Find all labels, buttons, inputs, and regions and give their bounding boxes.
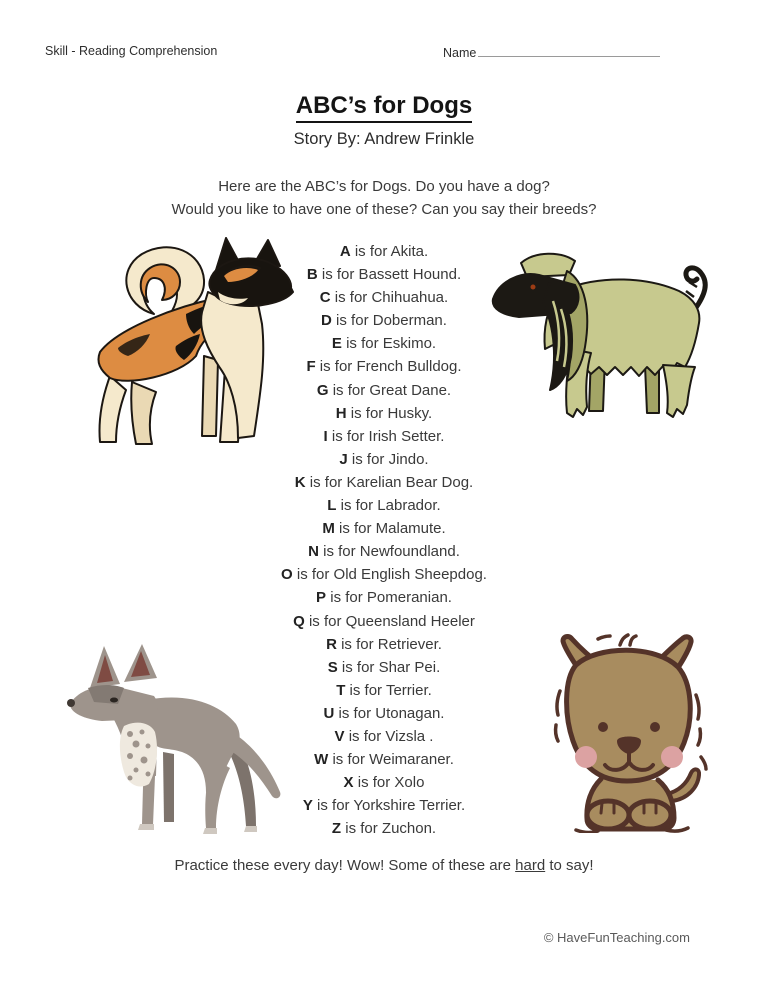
abc-text: is for Great Dane. <box>328 381 452 399</box>
abc-line <box>0 425 768 448</box>
abc-line <box>0 286 768 309</box>
abc-text: is for Eskimo. <box>341 335 437 353</box>
abc-letter: Z <box>331 820 342 838</box>
abc-line <box>0 540 768 563</box>
abc-letter: A <box>339 243 351 260</box>
footer-credit: © HaveFunTeaching.com <box>543 930 690 945</box>
abc-text: is for Old English Sheepdog. <box>292 566 487 584</box>
intro-line-1: Here are the ABC’s for Dogs. Do you have a dog? <box>218 178 550 195</box>
abc-text: is for Malamute. <box>334 520 446 538</box>
intro-line-2: Would you like to have one of these? Can you say their breeds? <box>171 201 597 218</box>
abc-letter: P <box>316 589 327 607</box>
abc-line <box>0 563 768 586</box>
abc-text: is for Queensland Heeler <box>304 612 475 630</box>
abc-letter: Q <box>293 612 305 630</box>
abc-text: is for Xolo <box>353 774 425 792</box>
abc-letter: S <box>327 658 338 676</box>
practice-sentence <box>0 857 768 874</box>
abc-line <box>0 309 768 332</box>
abc-text: is for Doberman. <box>331 312 447 330</box>
abc-line <box>0 586 768 609</box>
abc-letter: B <box>306 266 318 284</box>
abc-line <box>0 379 768 402</box>
abc-letter: Y <box>302 797 313 815</box>
abc-text: is for Zuchon. <box>341 820 437 838</box>
abc-letter: E <box>331 335 342 353</box>
abc-line <box>0 517 768 540</box>
abc-letter: C <box>319 289 331 307</box>
abc-text: is for Karelian Bear Dog. <box>305 473 474 491</box>
abc-letter: U <box>323 704 335 722</box>
abc-letter: N <box>308 543 319 561</box>
abc-line <box>0 494 768 517</box>
abc-line <box>0 240 768 263</box>
abc-text: is for Utonagan. <box>334 704 445 722</box>
abc-text: is for French Bulldog. <box>315 358 462 376</box>
name-blank-line <box>478 44 660 57</box>
abc-letter: K <box>294 473 306 491</box>
abc-text: is for Irish Setter. <box>327 427 445 445</box>
abc-text: is for Vizsla . <box>344 727 434 745</box>
abc-text: is for Retriever. <box>336 635 442 653</box>
abc-text: is for Bassett Hound. <box>317 266 462 284</box>
abc-letter: I <box>323 427 328 445</box>
abc-letter: T <box>336 681 346 699</box>
abc-letter: H <box>335 404 347 422</box>
abc-line <box>0 355 768 378</box>
abc-letter: W <box>314 751 329 769</box>
name-label: Name <box>443 46 477 60</box>
abc-text: is for Husky. <box>346 404 433 422</box>
abc-text: is for Jindo. <box>347 450 429 468</box>
abc-letter: R <box>326 635 337 653</box>
abc-text: is for Yorkshire Terrier. <box>312 797 466 815</box>
abc-text: is for Chihuahua. <box>330 289 449 307</box>
cartoon-puppy-illustration <box>546 633 711 833</box>
practice-after: to say! <box>545 857 594 874</box>
abc-text: is for Shar Pei. <box>337 658 441 676</box>
abc-line <box>0 402 768 425</box>
abc-text: is for Weimaraner. <box>328 751 454 769</box>
abc-line <box>0 448 768 471</box>
abc-letter: J <box>339 450 348 468</box>
byline: Story By: Andrew Frinkle <box>293 130 475 148</box>
abc-text: is for Newfoundland. <box>318 543 460 561</box>
skill-label: Skill - Reading Comprehension <box>45 44 218 58</box>
practice-before: Practice these every day! Wow! Some of these are <box>174 857 516 874</box>
page-title <box>0 92 768 123</box>
abc-letter: V <box>334 727 345 745</box>
abc-text: is for Terrier. <box>345 681 432 699</box>
abc-text: is for Pomeranian. <box>326 589 452 607</box>
abc-line <box>0 263 768 286</box>
name-field <box>443 44 660 60</box>
page-title-text: ABC’s for Dogs <box>296 92 472 123</box>
abc-letter: X <box>343 774 354 792</box>
abc-line <box>0 471 768 494</box>
abc-line <box>0 610 768 633</box>
abc-line <box>0 332 768 355</box>
abc-letter: F <box>306 358 316 376</box>
abc-letter: O <box>281 566 293 584</box>
gray-dog-illustration <box>60 642 287 837</box>
abc-letter: L <box>327 497 337 515</box>
abc-text: is for Labrador. <box>336 497 441 515</box>
abc-letter: D <box>321 312 332 330</box>
abc-letter: G <box>316 381 329 399</box>
abc-text: is for Akita. <box>350 243 429 260</box>
abc-letter: M <box>322 520 335 538</box>
intro-paragraph <box>0 175 768 221</box>
practice-underlined-word: hard <box>515 857 546 874</box>
